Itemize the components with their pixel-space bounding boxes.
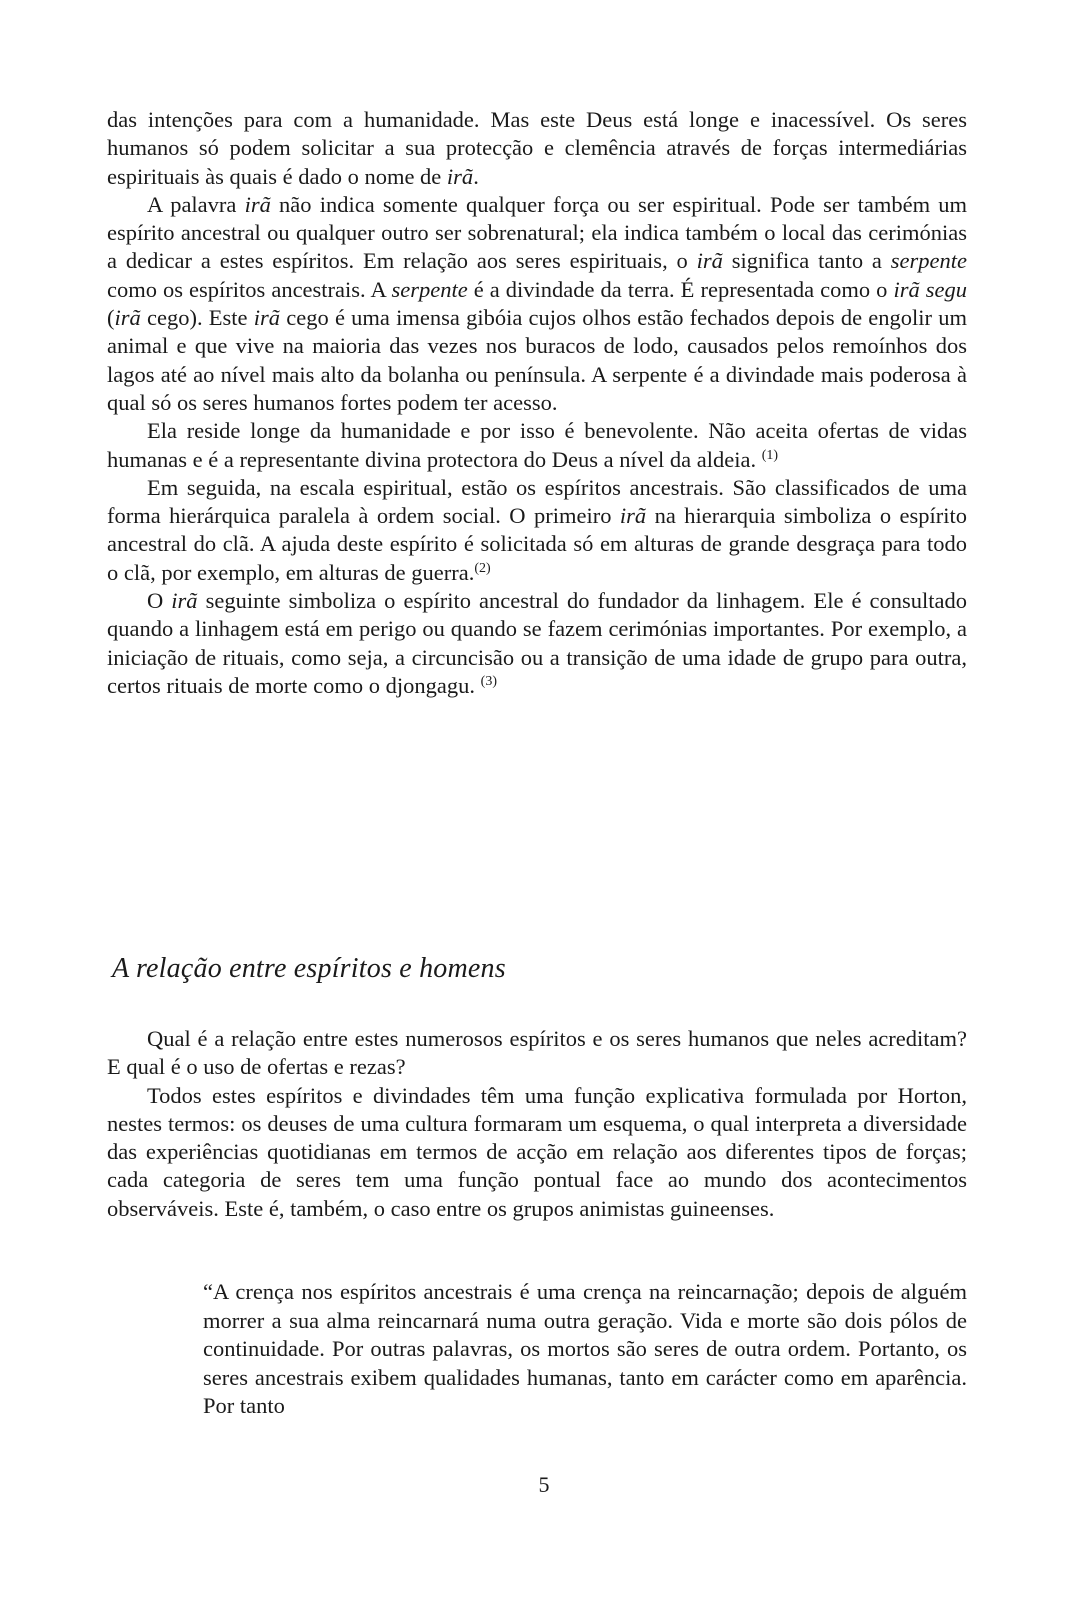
block-quote xyxy=(203,1278,967,1421)
body-section-1 xyxy=(107,106,967,700)
term-ira: irã xyxy=(171,588,198,614)
footnote-ref-1: (1) xyxy=(761,447,779,463)
paragraph-1: das intenções para com a humanidade. Mas este Deus está longe e inacessível. Os seres humanos só podem solicitar a sua protecção e clemência através de forças intermediárias espirituais às quais é dado o nome de irã. xyxy=(107,107,967,189)
term-ira-segu: irã segu xyxy=(893,276,967,302)
body-section-2 xyxy=(107,1025,967,1223)
paragraph-4: Em seguida, na escala espiritual, estão os espíritos ancestrais. São classificados de uma forma hierárquica paralela à ordem social. O primeiro irã na hierarquia simboliza o espírito ancestral do clã. A ajuda deste espírito é solicitada só em alturas de grande desgraça para todo o clã, por exemplo, em alturas de guerra.$^{(2)}$ xyxy=(107,474,967,585)
term-ira: irã xyxy=(253,305,281,331)
paragraph-3: Ela reside longe da humanidade e por isso é benevolente. Não aceita ofertas de vidas humanas e é a representante divina protectora do Deus a nível da aldeia. $^{(1)}$ xyxy=(107,418,967,472)
page-number: 5 xyxy=(538,1472,550,1497)
term-ira: irã xyxy=(114,305,141,331)
term-serpente: serpente xyxy=(890,248,967,274)
term-ira: irã xyxy=(619,503,647,529)
paragraph-7: Todos estes espíritos e divindades têm uma função explicativa formulada por Horton, nestes termos: os deuses de uma cultura formaram um esquema, o qual interpreta a diversidade das experiências quotidianas em termos de acção em relação aos diferentes tipos de forças; cada categoria de seres tem uma função pontual face ao mundo dos acontecimentos observáveis. Este é, também, o caso entre os grupos animistas guineenses. xyxy=(107,1082,967,1221)
paragraph-6: Qual é a relação entre estes numerosos espíritos e os seres humanos que neles acreditam? E qual é o uso de ofertas e rezas? xyxy=(107,1026,967,1080)
section-heading: A relação entre espíritos e homens xyxy=(112,953,506,984)
term-ira: irã xyxy=(696,248,723,274)
paragraph-2: A palavra irã não indica somente qualquer força ou ser espiritual. Pode ser também um espírito ancestral ou qualquer outro ser sobrenatural; ela indica também o local das cerimónias a dedicar a estes espíritos. Em relação aos seres espirituais, o irã significa tanto a serpente como os espíritos ancestrais. A serpente é a divindade da terra. É representada como o irã segu (irã cego). Este irã cego é uma imensa gibóia cujos olhos estão fechados depois de engolir um animal e que vive na maioria das vezes nos buracos de lodo, causados pelos remoínhos dos lagos até ao nível mais alto da bolanha ou península. A serpente é a divindade mais poderosa à qual só os seres humanos fortes podem ter acesso. xyxy=(107,191,968,415)
footnote-ref-3: (3) xyxy=(480,673,497,689)
paragraph-5: O irã seguinte simboliza o espírito ancestral do fundador da linhagem. Ele é consultado quando a linhagem está em perigo ou quando se fazem cerimónias importantes. Por exemplo, a iniciação de rituais, como seja, a circuncisão ou a transição de uma idade de grupo para outra, certos rituais de morte como o djongagu. $^{(3)}$ xyxy=(107,588,967,698)
term-ira: irã xyxy=(244,191,271,217)
term-ira: irã xyxy=(446,163,474,189)
term-serpente: serpente xyxy=(391,276,468,302)
quote-text: “A crença nos espíritos ancestrais é uma crença na reincarnação; depois de alguém morrer a sua alma reincarnará numa outra geração. Vida e morte são dois pólos de continuidade. Por outras palavras, os mortos são seres de outra ordem. Portanto, os seres ancestrais exibem qualidades humanas, tanto em carácter como em aparência. Por tanto xyxy=(203,1279,967,1419)
footnote-ref-2: (2) xyxy=(474,560,491,576)
